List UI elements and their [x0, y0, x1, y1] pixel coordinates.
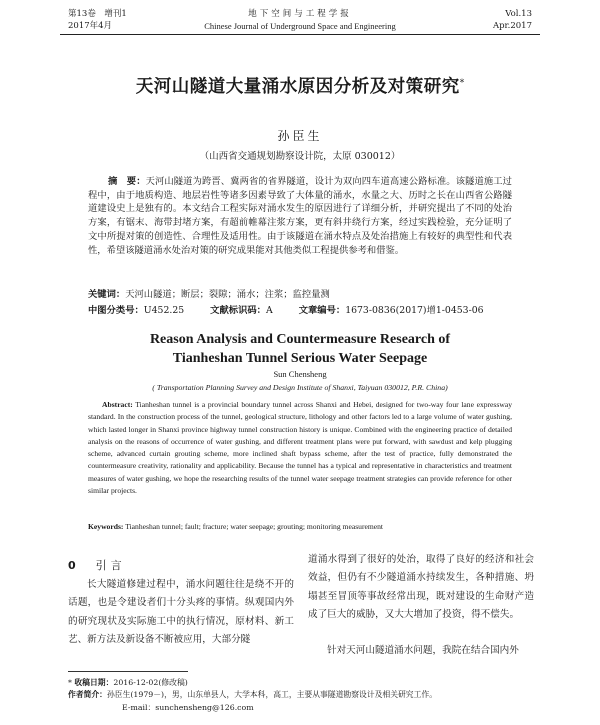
footnote-email — [122, 702, 254, 714]
header-journal-en: Chinese Journal of Underground Space and Engineering — [204, 21, 396, 31]
keywords-cn-label: 关键词： — [88, 289, 126, 300]
header-date: 2017年4月 — [68, 21, 113, 31]
abstract-cn — [88, 175, 512, 257]
clc-label: 中图分类号： — [88, 305, 144, 316]
abstract-en-label: Abstract: — [102, 400, 133, 409]
abstract-cn-text: 天河山隧道为跨晋、冀两省的省界隧道，设计为双向四车道高速公路标准。该隧道施工过程中，由于地质构造、地层岩性等诸多因素导致了大体量的涌水，水量之大、历时之长在山西省公路隧道建设史上是独有的。本文结合工程实际对涌水发生的原因进行了详细分析，并研究提出了不同的处治方案，有锯末、海带封堵方案，有超前帷幕注浆方案，更有斜井绕行方案，经过实践检验，充分证明了文中所提对策的创造性、合理性及适用性。由于该隧道在涌水特点及处治措施上有较好的典型性和代表性，希望该隧道涌水处治对策的研究成果能对其他类似工程提供参考和借鉴。 — [88, 176, 512, 256]
abstract-en — [88, 399, 512, 497]
keywords-en — [88, 521, 512, 533]
affiliation-cn: （山西省交通规划勘察设计院，太原 030012） — [199, 151, 401, 162]
keywords-cn-text: 天河山隧道；断层；裂隙；涌水；注浆；监控量测 — [125, 289, 330, 300]
footnote-rule — [68, 671, 188, 672]
footnote-bio — [68, 689, 538, 701]
header-journal-cn: 地下空间与工程学报 — [248, 9, 352, 19]
title-en-line-1: Reason Analysis and Countermeasure Research of — [149, 332, 451, 347]
keywords-en-label: Keywords: — [88, 522, 124, 531]
email-address: sunchensheng@126.com — [155, 703, 254, 712]
section-heading — [68, 557, 126, 573]
clc-value: U452.25 — [143, 305, 185, 316]
footnote-star: * — [68, 678, 72, 687]
doc-code-value: A — [265, 305, 273, 316]
body-left-paragraph: 长大隧道修建过程中，涌水问题往往是绕不开的话题，也是令建设者们十分头疼的事情。纵观国内外的研究现状及实际施工中的执行情况，原材料、新工艺、新方法及新设备不断被应用，大部分隧 — [68, 579, 294, 646]
header-vol: Vol.13 — [505, 9, 532, 19]
article-id-label: 文章编号： — [298, 305, 346, 316]
abstract-cn-label: 摘 要： — [108, 176, 146, 187]
footnote-received — [68, 677, 188, 689]
received-label: 收稿日期： — [74, 678, 114, 687]
title-en — [60, 330, 540, 368]
section-title: 引言 — [95, 559, 126, 572]
keywords-en-text: Tianheshan tunnel; fault; fracture; water seepage; grouting; monitoring measurement — [125, 522, 384, 531]
email-label: E-mail： — [122, 703, 156, 712]
bio-label: 作者简介： — [68, 690, 107, 699]
title-cn: 天河山隧道大量涌水原因分析及对策研究 — [135, 77, 460, 97]
keywords-cn — [88, 288, 512, 302]
received-date: 2016-12-02(修改稿) — [113, 678, 188, 687]
abstract-en-text: Tianheshan tunnel is a provincial boundary tunnel across Shanxi and Hebei, designed for two-way four lane expressway standard. In the construction process of the tunnel, geological structure, lithology and other factors led to a large volume of water gushing, which lasted longer in Shanxi province highway tunnel construction history is unique. Combined with the engineering practice of detailed analysis on the reasons of occurrence of water gushing, and different treatment plans were put forward, with sawdust and kelp plugging scheme, advanced curtain grouting scheme, more inclined shaft bypass scheme, after the test of practice, fully demonstrated the countermeasure creativity, rationality and applicability. Because the tunnel has a typical and representative in characteristics and treatment measures of water gushing, we hope the researching results of the tunnel water seepage treatment strategies can provide reference for other similar projects. — [88, 400, 512, 496]
article-id-value: 1673-0836(2017)增1-0453-06 — [345, 305, 484, 316]
header-rule — [60, 34, 540, 35]
header-issue-date: Apr.2017 — [492, 21, 532, 31]
title-cn-block — [60, 73, 540, 98]
title-en-line-2: Tianheshan Tunnel Serious Water Seepage — [172, 351, 428, 366]
bio-text: 孙臣生(1979－)，男，山东单县人，大学本科，高工，主要从事隧道勘察设计及相关研究工作。 — [106, 690, 437, 699]
author-en: Sun Chensheng — [273, 369, 327, 379]
doc-code-label: 文献标识码： — [210, 305, 266, 316]
section-number: 0 — [68, 559, 76, 572]
author-cn: 孙臣生 — [277, 129, 323, 143]
header-volume: 第13卷 增刊1 — [68, 9, 127, 19]
title-footnote-mark: * — [459, 78, 465, 89]
classification-line — [88, 304, 512, 318]
body-right-paragraph-1: 道涌水得到了很好的处治，取得了良好的经济和社会效益，但仍有不少隧道涌水持续发生，各种措施、坍塌甚至冒顶等事故经常出现，既对建设的生命财产造成了巨大的威胁，又大大增加了投资，得不偿失。 — [308, 554, 534, 621]
affiliation-en: ( Transportation Planning Survey and Design Institute of Shanxi, Taiyuan 030012, P.R. China) — [152, 383, 448, 392]
body-right-paragraph-2: 针对天河山隧道涌水问题，我院在结合国内外 — [327, 645, 519, 656]
